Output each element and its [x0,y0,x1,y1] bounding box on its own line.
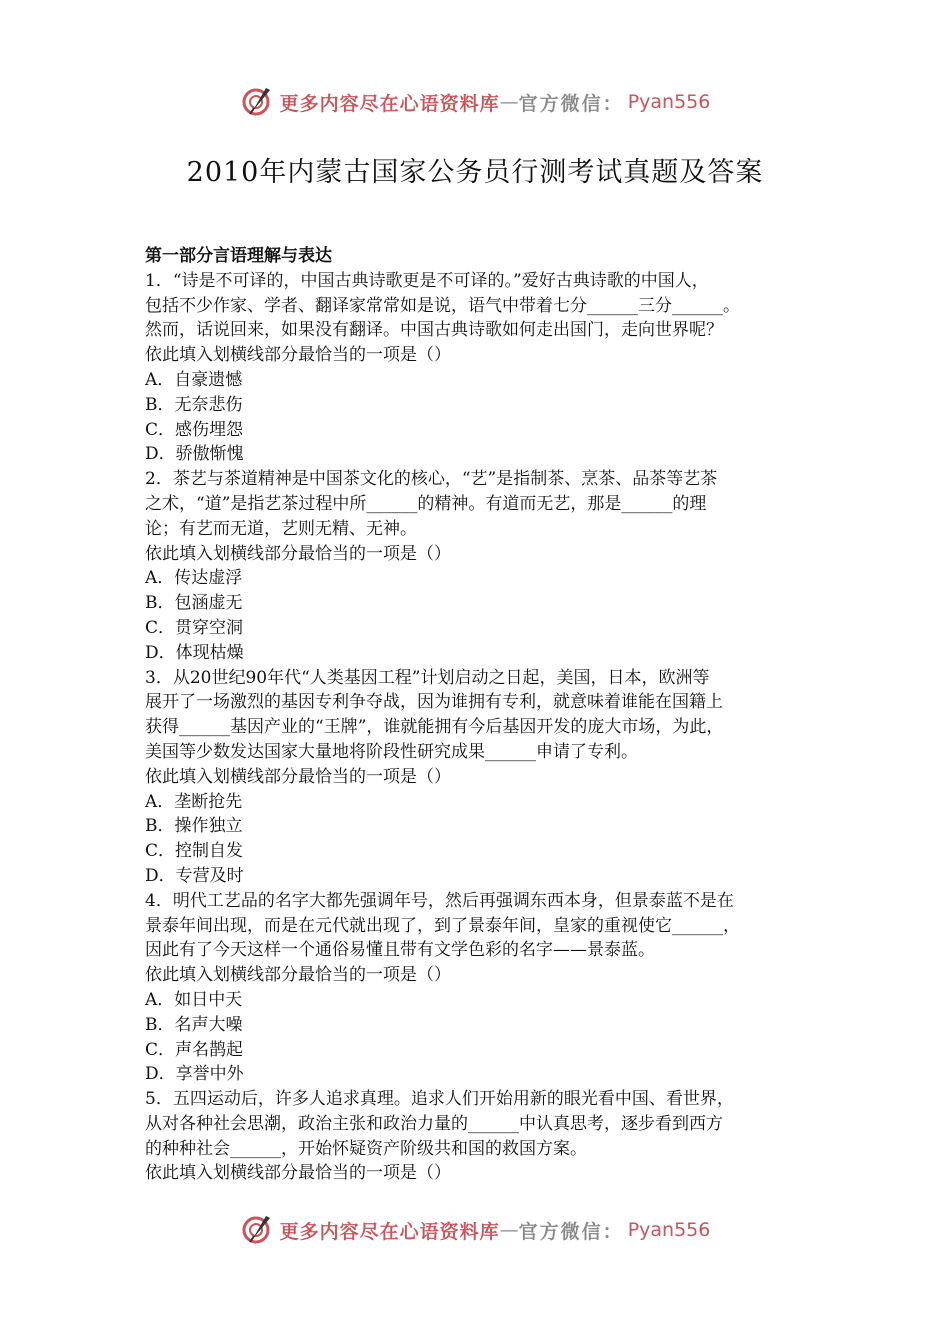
text-line: 1．“诗是不可译的，中国古典诗歌更是不可译的。”爱好古典诗歌的中国人， [145,270,709,291]
header-watermark [0,80,950,124]
quill-logo-icon [240,1212,276,1248]
text-line: 依此填入划横线部分最恰当的一项是（） [145,543,451,564]
banner-wechat-id: Pyan556 [627,1219,711,1241]
text-line: 依此填入划横线部分最恰当的一项是（） [145,1163,451,1184]
text-line: A．自豪遗憾 [145,369,243,390]
banner-text: 更多内容尽在心语资料库 [279,92,500,115]
text-line: 从对各种社会思潮，政治主张和政治力量的______中认真思考，逐步看到西方 [145,1113,723,1134]
text-line: 之术，“道”是指艺茶过程中所______的精神。有道而无艺，那是______的理 [145,493,707,514]
text-line: B．操作独立 [145,816,243,837]
section-heading: 第一部分言语理解与表达 [145,246,332,266]
text-line: D．骄傲惭愧 [145,444,244,465]
text-line: 包括不少作家、学者、翻译家常常如是说，语气中带着七分______三分______。 [145,295,740,316]
text-line: B．无奈悲伤 [145,394,243,415]
text-line: C．控制自发 [145,841,244,862]
text-line: 展开了一场激烈的基因专利争夺战，因为谁拥有专利，就意味着谁能在国籍上 [145,692,723,713]
banner-label: 官方微信： [518,92,624,115]
banner-separator: — [499,91,519,113]
document-body [145,244,815,1186]
quill-logo-icon [240,84,276,120]
text-line: 3．从20世纪90年代“人类基因工程”计划启动之日起，美国，日本，欧洲等 [145,667,710,688]
text-line: 美国等少数发达国家大量地将阶段性研究成果______申请了专利。 [145,741,638,762]
banner-separator: — [499,1219,519,1241]
text-line: C．声名鹊起 [145,1039,244,1060]
document-title: 2010年内蒙古国家公务员行测考试真题及答案 [186,157,764,188]
text-line: 然而，话说回来，如果没有翻译。中国古典诗歌如何走出国门，走向世界呢？ [145,320,723,341]
text-line: 因此有了今天这样一个通俗易懂且带有文学色彩的名字——景泰蓝。 [145,940,655,961]
text-line: A．垄断抢先 [145,791,243,812]
text-line: 依此填入划横线部分最恰当的一项是（） [145,965,451,986]
text-line: 依此填入划横线部分最恰当的一项是（） [145,766,451,787]
text-line: D．体现枯燥 [145,642,244,663]
footer-watermark [0,1208,950,1252]
text-line: 4．明代工艺品的名字大都先强调年号，然后再强调东西本身，但景泰蓝不是在 [145,890,734,911]
text-line: D．专营及时 [145,865,244,886]
banner-wechat-id: Pyan556 [627,91,711,113]
banner-label: 官方微信： [518,1220,624,1243]
text-line: 景泰年间出现，而是在元代就出现了，到了景泰年间，皇家的重视使它______， [145,915,740,936]
text-line: 5．五四运动后，许多人追求真理。追求人们开始用新的眼光看中国、看世界， [145,1089,734,1110]
text-line: C．感伤埋怨 [145,419,244,440]
text-line: C．贯穿空洞 [145,617,244,638]
text-line: 2．茶艺与茶道精神是中国茶文化的核心，“艺”是指制茶、烹茶、品茶等艺茶 [145,469,718,490]
text-line: 依此填入划横线部分最恰当的一项是（） [145,345,451,366]
text-line: B．包涵虚无 [145,593,243,614]
text-line: 论；有艺而无道，艺则无精、无神。 [145,518,417,539]
question-lines [145,269,815,1186]
text-line: 的种种社会______，开始怀疑资产阶级共和国的救国方案。 [145,1138,587,1159]
text-line: D．享誉中外 [145,1064,244,1085]
banner-text: 更多内容尽在心语资料库 [279,1220,500,1243]
text-line: A．传达虚浮 [145,568,243,589]
text-line: 获得______基因产业的“王牌”，谁就能拥有今后基因开发的庞大市场，为此， [145,717,724,738]
text-line: B．名声大噪 [145,1014,243,1035]
text-line: A．如日中天 [145,989,243,1010]
